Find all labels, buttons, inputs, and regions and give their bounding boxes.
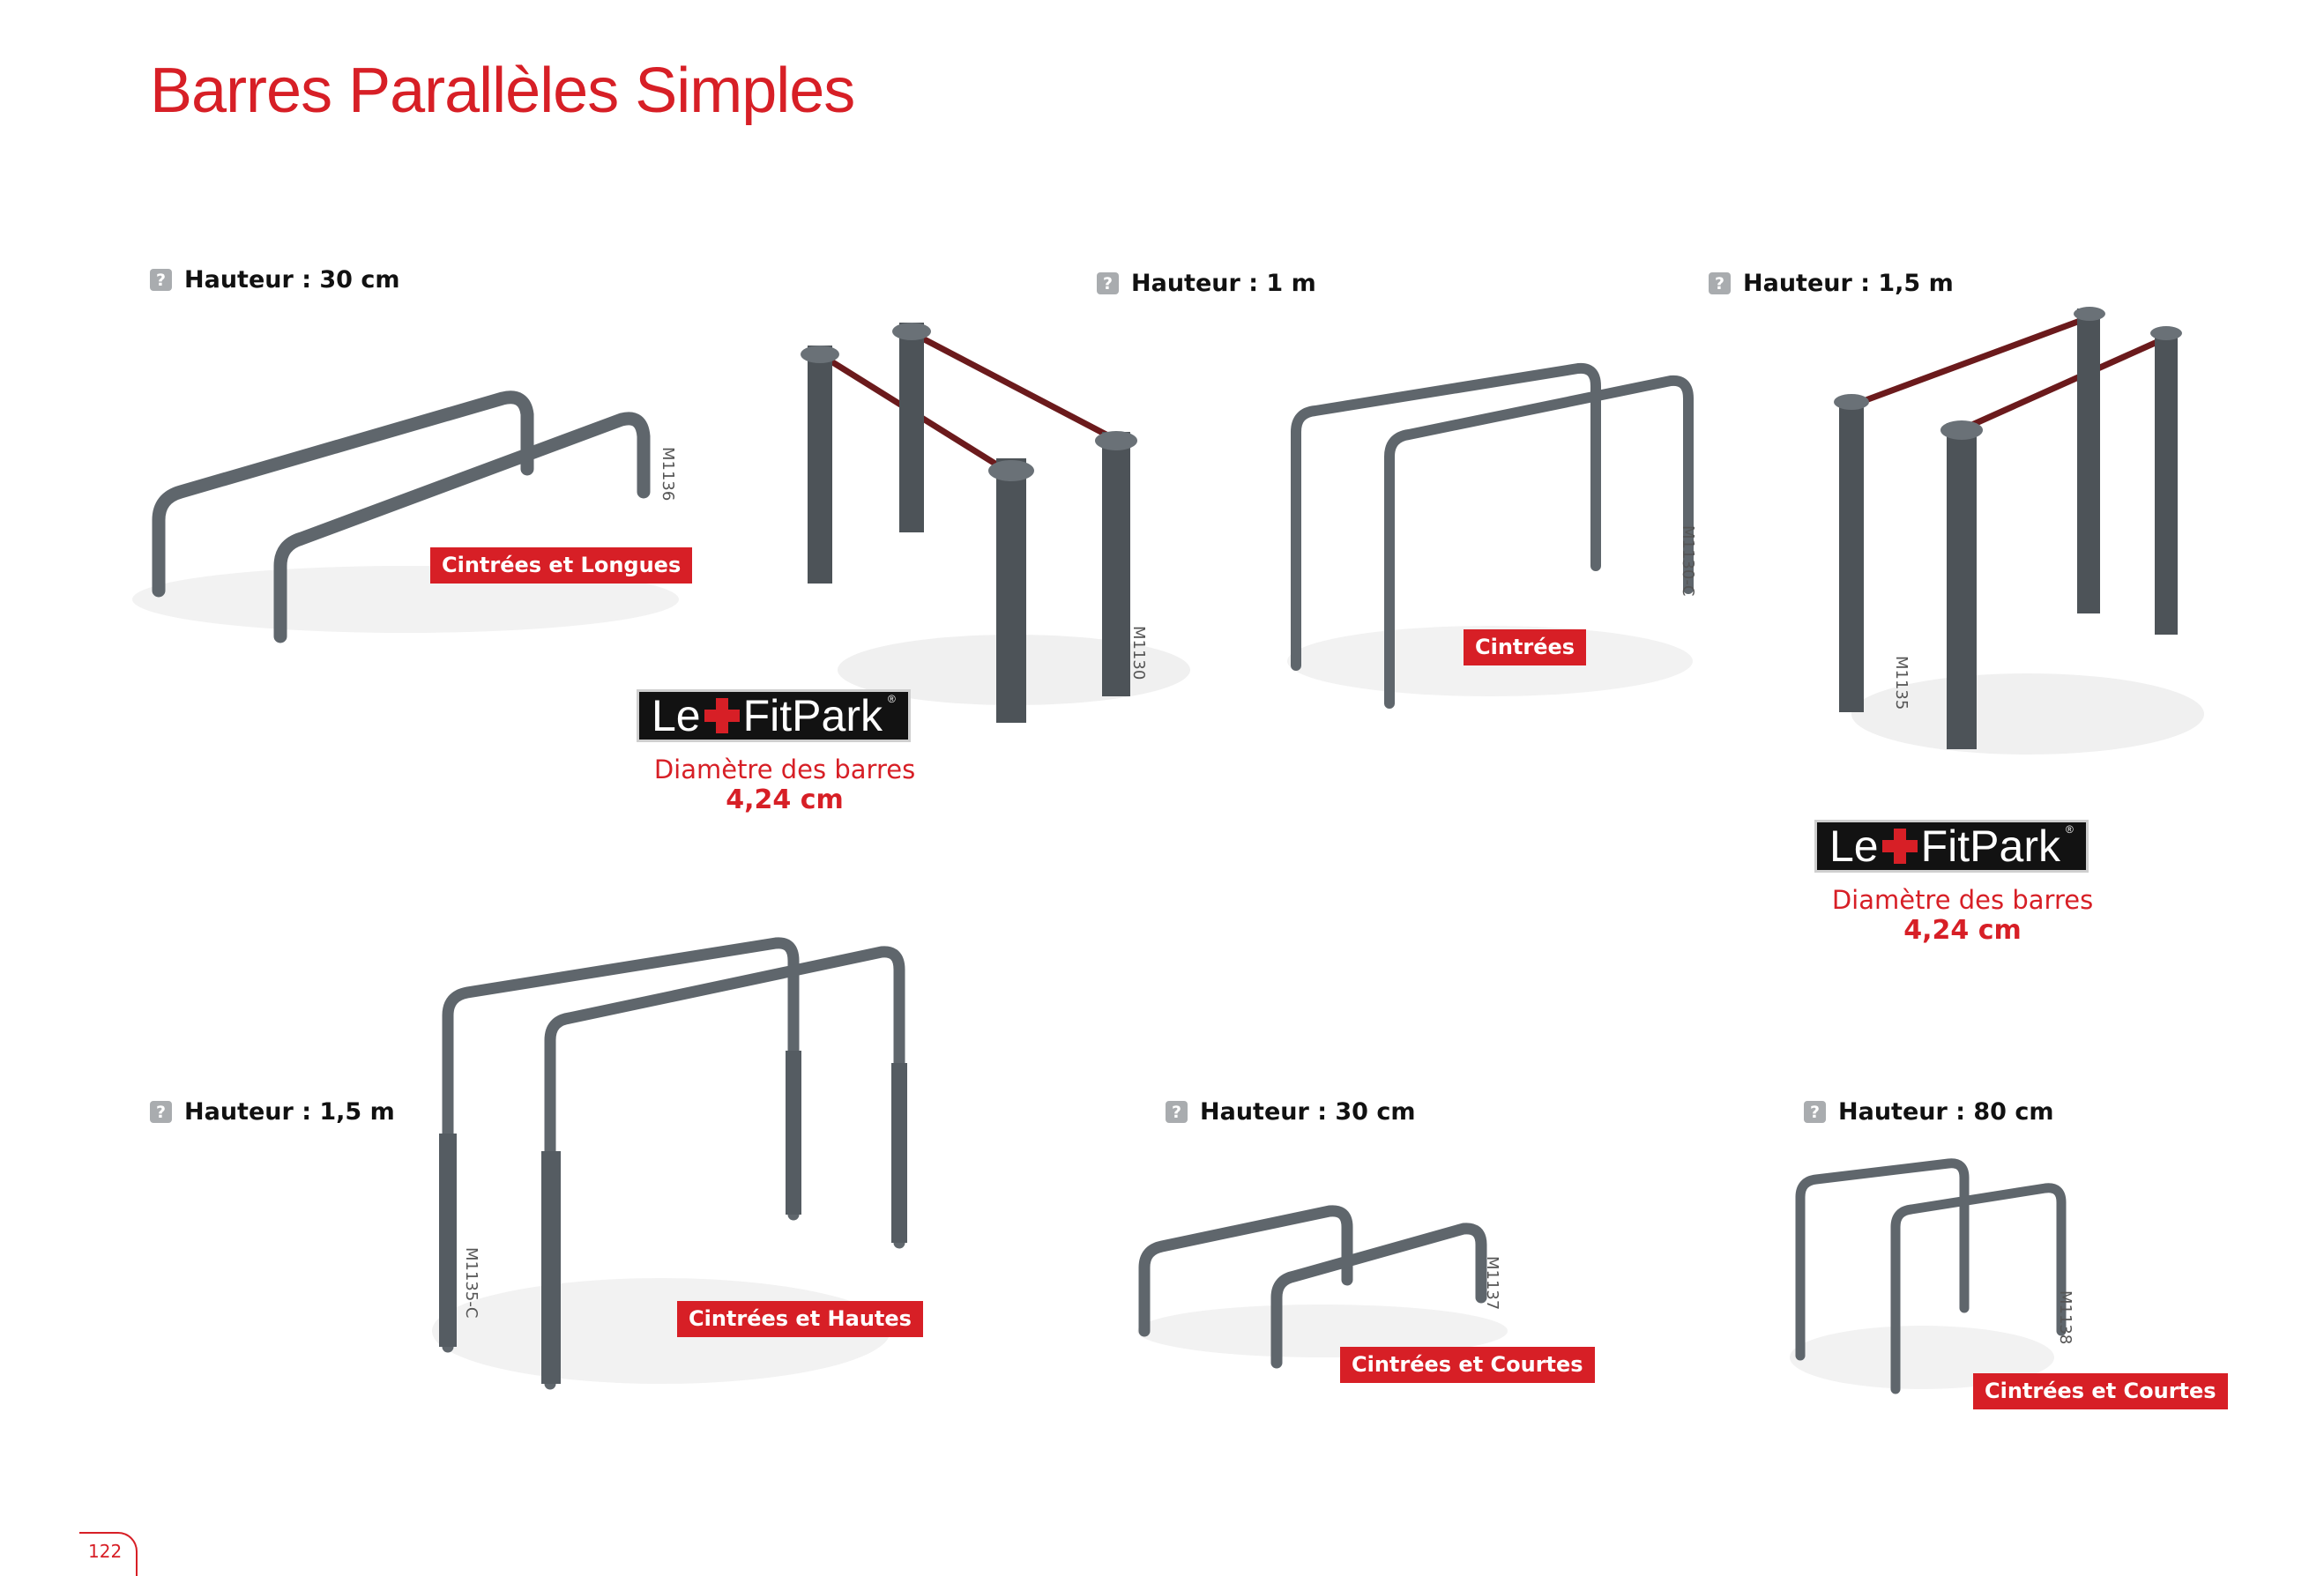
diameter-value: 4,24 cm: [726, 784, 844, 815]
bar-diameter-info: [617, 755, 952, 815]
help-icon[interactable]: ?: [1709, 272, 1731, 294]
height-text: Hauteur : 1,5 m: [1743, 270, 1954, 297]
height-label-m1136: [150, 266, 400, 294]
height-text: Hauteur : 30 cm: [1200, 1098, 1416, 1126]
red-cross-icon: [704, 698, 740, 733]
height-text: Hauteur : 1,5 m: [184, 1098, 395, 1126]
height-label-m1130: [1097, 270, 1316, 297]
product-image-m1138: [1781, 1146, 2072, 1410]
product-code-m1135c: M1135-C: [462, 1247, 480, 1319]
help-icon[interactable]: ?: [1804, 1101, 1826, 1123]
tag-m1130c: Cintrées: [1464, 629, 1586, 665]
tag-m1135c: Cintrées et Hautes: [677, 1301, 923, 1337]
help-icon[interactable]: ?: [1166, 1101, 1188, 1123]
brand-logo: [1814, 820, 2089, 873]
product-code-m1130c: M1130-C: [1679, 525, 1697, 597]
registered-mark: ®: [887, 693, 896, 705]
product-code-m1135: M1135: [1892, 656, 1911, 710]
height-text: Hauteur : 1 m: [1131, 270, 1316, 297]
product-code-m1136: M1136: [659, 447, 677, 502]
help-icon[interactable]: ?: [1097, 272, 1119, 294]
tag-m1137: Cintrées et Courtes: [1340, 1347, 1595, 1383]
page-number: 122: [88, 1541, 123, 1562]
help-icon[interactable]: ?: [150, 1101, 172, 1123]
brand-part1: Le: [652, 691, 701, 740]
help-icon[interactable]: ?: [150, 269, 172, 291]
tag-m1138: Cintrées et Courtes: [1973, 1373, 2228, 1409]
brand-part1: Le: [1829, 821, 1879, 871]
bar-diameter-info: [1795, 885, 2130, 946]
product-image-m1135: [1799, 300, 2204, 776]
product-code-m1130: M1130: [1129, 626, 1148, 680]
brand-part2: FitPark: [742, 691, 883, 740]
diameter-value: 4,24 cm: [1903, 915, 2022, 946]
height-label-m1135c: [150, 1098, 395, 1126]
product-image-m1130c: [1270, 353, 1719, 723]
height-label-m1138: [1804, 1098, 2054, 1126]
product-code-m1137: M1137: [1483, 1256, 1501, 1311]
height-text: Hauteur : 30 cm: [184, 266, 400, 294]
height-label-m1137: [1166, 1098, 1416, 1126]
red-cross-icon: [1882, 829, 1918, 864]
registered-mark: ®: [2065, 823, 2074, 836]
brand-part2: FitPark: [1920, 821, 2060, 871]
page-title: Barres Parallèles Simples: [150, 56, 855, 126]
diameter-label: Diamètre des barres: [653, 755, 916, 784]
product-image-m1130: [785, 309, 1181, 732]
height-label-m1135: [1709, 270, 1954, 297]
diameter-label: Diamètre des barres: [1831, 885, 2094, 915]
brand-logo: [637, 689, 911, 742]
height-text: Hauteur : 80 cm: [1838, 1098, 2054, 1126]
tag-m1136: Cintrées et Longues: [430, 547, 692, 584]
product-code-m1138: M1138: [2056, 1290, 2074, 1345]
product-image-m1136: [115, 370, 696, 661]
product-image-m1137: [1120, 1181, 1525, 1375]
